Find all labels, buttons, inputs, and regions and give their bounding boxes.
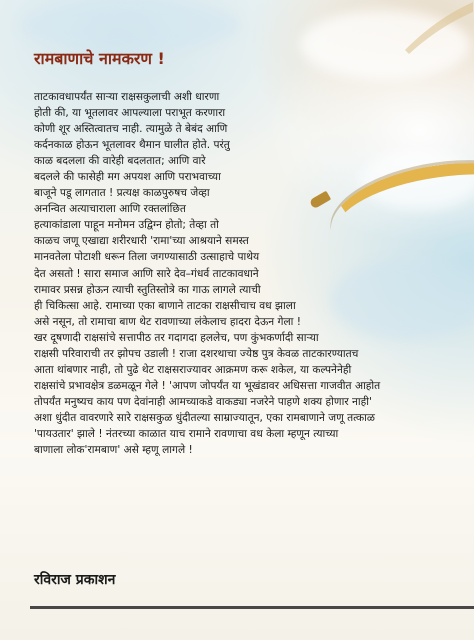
publisher-name: रविराज प्रकाशन: [34, 572, 116, 588]
text-line: कोणी शूर अस्तित्वातच नाही. त्यामुळे ते बेबंद आणि: [34, 123, 228, 136]
cloud-decoration: [20, 0, 240, 50]
text-line: हत्याकांडाला पाहून मनोमन उद्विग्न होतो; तेव्हा तो: [34, 219, 219, 232]
text-line: काळच जणू एखाद्या शरीरधारी 'रामा'च्या आश्रयाने समस्त: [34, 235, 249, 248]
text-line: ताटकावधापर्यंत साऱ्या राक्षसकुलाची अशी धारणा: [34, 91, 220, 103]
text-line: बाणाला लोक'रामबाण' असे म्हणू लागले !: [34, 444, 193, 457]
text-line: राक्षसी परिवाराची तर झोपच उडाली ! राजा दशरथाचा ज्येष्ठ पुत्र केवळ ताटकारण्यातच: [34, 347, 359, 360]
text-line: तोपर्यंत मनुष्यच काय पण देवांनाही आमच्याकडे वाकड्या नजरेने पाहणे शक्य होणार नाही': [34, 395, 372, 408]
text-line: बाजूने पडू लागतात ! प्रत्यक्ष काळपुरुषच जेव्हा: [34, 187, 210, 200]
text-line: खर दूषणादी राक्षसांचे सत्तापीठ तर गदागदा हलले‌च, पण कुंभकर्णादी साऱ्या: [34, 331, 319, 344]
body-paragraph: [34, 89, 474, 458]
text-line: आता थांबणार नाही, तो पुढे थेट राक्षसराज्यावर आक्रमण करू शकेल, या कल्पनेनेही: [34, 363, 352, 376]
page-title: रामबाणाचे नामकरण !: [34, 49, 165, 68]
text-line: राक्षसांचे प्रभावक्षेत्र डळमळून गेले ! 'आपण जोपर्यंत या भूखंडावर अधिसत्ता गाजवीत आहोत: [34, 379, 381, 392]
text-line: कर्दनकाळ होऊन भूतलावर थैमान घालीत होते. परंतु: [34, 139, 230, 152]
text-line: अनन्वित अत्याचाराला आणि रक्तलांछित: [34, 203, 186, 216]
text-line: काळ बदलला की वारेही बदलतात; आणि वारे: [34, 155, 206, 168]
divider: [30, 606, 474, 609]
text-line: होती की, या भूतलावर आपल्याला पराभूत करणारा: [34, 107, 226, 120]
text-line: बदलले की फासेही मग अपयश आणि पराभवाच्या: [34, 171, 221, 184]
text-line: असे नसून, तो रामाचा बाण थेट रावणाच्या लंकेलाच हादरा देऊन गेला !: [34, 315, 302, 328]
text-line: देत असतो ! सारा समाज आणि सारे देव–गंधर्व ताटकावधाने: [34, 267, 259, 280]
text-line: मानवतेला पोटाशी धरून तिला जगण्यासाठी उत्साहाचे पाथेय: [34, 251, 260, 264]
feather-ornament-icon: [395, 0, 474, 55]
text-line: रामावर प्रसन्न होऊन त्याची स्तुतिस्तोत्रे का गाऊ लागले त्याची: [34, 283, 261, 296]
text-line: ही चिकित्सा आहे. रामाच्या एका बाणाने ताटका राक्षसीचाच वध झाला: [34, 299, 296, 312]
text-line: अशा धुंदीत वावरणारे सारे राक्षसकुळ धुंदीतल्या साम्राज्यातून, एका रामबाणाने जणू तत्काळ: [34, 411, 375, 424]
text-line: 'पायउतार' झाले ! नंतरच्या काळात याच रामाने रावणाचा वध केला म्हणून त्याच्या: [34, 427, 339, 440]
